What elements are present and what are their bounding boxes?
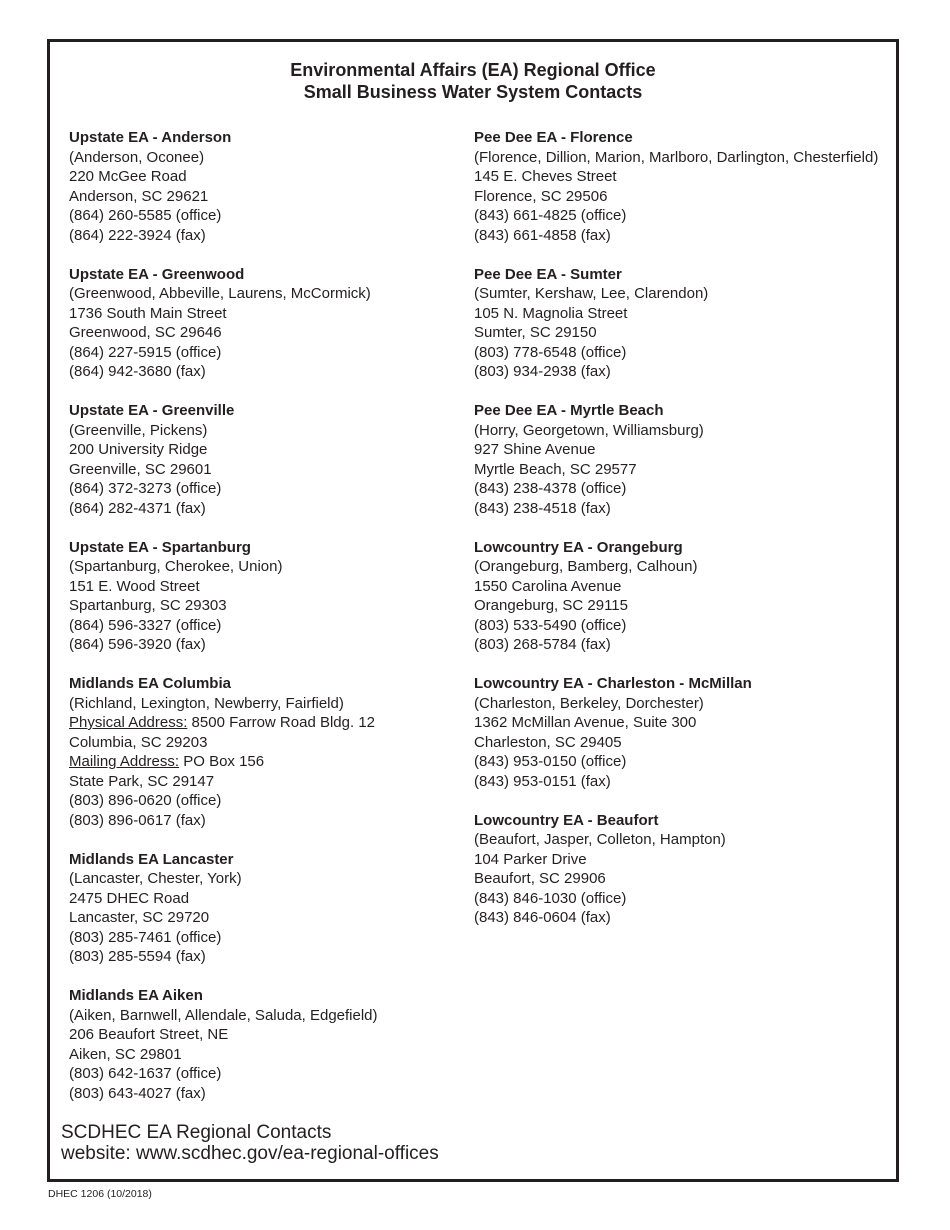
office-counties: (Spartanburg, Cherokee, Union) xyxy=(69,558,283,575)
office-city: Aiken, SC 29801 xyxy=(69,1045,182,1063)
office-beaufort xyxy=(474,811,878,928)
office-street: 1362 McMillan Avenue, Suite 300 xyxy=(474,714,697,731)
office-street: 2475 DHEC Road xyxy=(69,889,190,907)
office-street: 151 E. Wood Street xyxy=(69,577,200,595)
office-spartanburg xyxy=(69,538,378,655)
office-fax: (843) 238-4518 (fax) xyxy=(474,499,611,517)
office-fax: (843) 846-0604 (fax) xyxy=(474,909,611,926)
mailing-address-label: Mailing Address: xyxy=(69,753,180,770)
office-street: 927 Shine Avenue xyxy=(474,441,596,458)
office-phone: (864) 372-3273 (office) xyxy=(69,480,222,497)
office-street: 104 Parker Drive xyxy=(474,850,587,868)
office-counties: (Greenville, Pickens) xyxy=(69,421,208,439)
office-name: Pee Dee EA - Sumter xyxy=(474,265,622,283)
office-city: Sumter, SC 29150 xyxy=(474,324,597,341)
office-counties: (Beaufort, Jasper, Colleton, Hampton) xyxy=(474,831,726,848)
physical-address-line xyxy=(69,713,378,733)
office-city: Spartanburg, SC 29303 xyxy=(69,597,227,614)
physical-address-label: Physical Address: xyxy=(69,714,188,731)
office-city: Charleston, SC 29405 xyxy=(474,733,622,751)
office-phone: (864) 260-5585 (office) xyxy=(69,207,222,224)
office-street: 220 McGee Road xyxy=(69,168,187,185)
office-myrtle-beach xyxy=(474,401,878,518)
office-name: Midlands EA Columbia xyxy=(69,675,231,692)
office-street: 1736 South Main Street xyxy=(69,304,227,322)
mailing-address-line xyxy=(69,752,378,772)
footer-website: website: www.scdhec.gov/ea-regional-offices xyxy=(61,1143,439,1164)
office-name: Upstate EA - Greenwood xyxy=(69,265,245,283)
office-aiken xyxy=(69,986,378,1103)
office-name: Pee Dee EA - Myrtle Beach xyxy=(474,402,664,419)
office-city: Greenwood, SC 29646 xyxy=(69,324,222,341)
office-counties: (Lancaster, Chester, York) xyxy=(69,870,242,887)
office-name: Midlands EA Aiken xyxy=(69,987,203,1004)
office-city: Lancaster, SC 29720 xyxy=(69,909,210,926)
office-city: Anderson, SC 29621 xyxy=(69,187,209,205)
office-counties: (Sumter, Kershaw, Lee, Clarendon) xyxy=(474,285,709,302)
office-name: Lowcountry EA - Beaufort xyxy=(474,811,659,829)
office-name: Upstate EA - Greenville xyxy=(69,402,235,419)
office-lancaster xyxy=(69,850,378,967)
office-fax: (803) 934-2938 (fax) xyxy=(474,363,611,380)
office-greenwood xyxy=(69,265,378,382)
office-counties: (Aiken, Barnwell, Allendale, Saluda, Edgefield) xyxy=(69,1006,378,1024)
office-phone: (803) 778-6548 (office) xyxy=(474,343,627,361)
right-column xyxy=(474,128,878,947)
office-counties: (Anderson, Oconee) xyxy=(69,148,205,166)
office-phone: (864) 227-5915 (office) xyxy=(69,343,222,361)
footer xyxy=(61,1122,439,1164)
office-sumter xyxy=(474,265,878,382)
office-counties: (Florence, Dillion, Marion, Marlboro, Darlington, Chesterfield) xyxy=(474,148,879,166)
office-counties: (Charleston, Berkeley, Dorchester) xyxy=(474,694,704,712)
office-street: 145 E. Cheves Street xyxy=(474,168,617,185)
document-subtitle: Small Business Water System Contacts xyxy=(303,82,643,102)
office-name: Upstate EA - Spartanburg xyxy=(69,538,251,556)
office-city: Myrtle Beach, SC 29577 xyxy=(474,460,637,478)
office-name: Lowcountry EA - Charleston - McMillan xyxy=(474,675,752,692)
office-fax: (864) 282-4371 (fax) xyxy=(69,499,206,517)
form-code: DHEC 1206 (10/2018) xyxy=(48,1188,152,1200)
office-name: Upstate EA - Anderson xyxy=(69,129,232,146)
office-anderson xyxy=(69,128,378,245)
office-counties: (Richland, Lexington, Newberry, Fairfield) xyxy=(69,694,344,712)
footer-title: SCDHEC EA Regional Contacts xyxy=(61,1122,332,1143)
office-street: 206 Beaufort Street, NE xyxy=(69,1026,229,1043)
left-column xyxy=(69,128,378,1123)
office-counties: (Orangeburg, Bamberg, Calhoun) xyxy=(474,558,698,575)
office-greenville xyxy=(69,401,378,518)
office-street: 105 N. Magnolia Street xyxy=(474,304,628,322)
office-fax: (864) 596-3920 (fax) xyxy=(69,636,206,653)
office-counties: (Horry, Georgetown, Williamsburg) xyxy=(474,421,704,439)
office-name: Pee Dee EA - Florence xyxy=(474,129,633,146)
mailing-address-city: State Park, SC 29147 xyxy=(69,772,215,790)
office-city: Beaufort, SC 29906 xyxy=(474,870,606,887)
document-frame xyxy=(47,39,899,1182)
office-phone: (843) 846-1030 (office) xyxy=(474,889,627,907)
office-phone: (803) 642-1637 (office) xyxy=(69,1065,222,1082)
office-columbia xyxy=(69,674,378,830)
office-phone: (803) 285-7461 (office) xyxy=(69,928,222,946)
office-phone: (843) 238-4378 (office) xyxy=(474,480,627,497)
office-phone: (864) 596-3327 (office) xyxy=(69,616,222,634)
office-street: 200 University Ridge xyxy=(69,441,208,458)
office-city: Greenville, SC 29601 xyxy=(69,460,212,478)
office-fax: (843) 953-0151 (fax) xyxy=(474,772,611,790)
office-orangeburg xyxy=(474,538,878,655)
office-fax: (803) 896-0617 (fax) xyxy=(69,811,206,829)
document-title: Environmental Affairs (EA) Regional Office xyxy=(290,60,656,80)
office-florence xyxy=(474,128,878,245)
office-phone: (803) 533-5490 (office) xyxy=(474,616,627,634)
office-phone: (843) 953-0150 (office) xyxy=(474,753,627,770)
office-fax: (803) 643-4027 (fax) xyxy=(69,1084,206,1102)
office-phone: (803) 896-0620 (office) xyxy=(69,792,222,809)
physical-address-city: Columbia, SC 29203 xyxy=(69,733,208,751)
office-fax: (843) 661-4858 (fax) xyxy=(474,226,611,244)
office-fax: (803) 268-5784 (fax) xyxy=(474,636,611,653)
office-fax: (864) 222-3924 (fax) xyxy=(69,226,206,244)
office-fax: (803) 285-5594 (fax) xyxy=(69,948,206,965)
office-phone: (843) 661-4825 (office) xyxy=(474,207,627,224)
office-city: Orangeburg, SC 29115 xyxy=(474,597,628,614)
office-city: Florence, SC 29506 xyxy=(474,187,608,205)
physical-address-street: 8500 Farrow Road Bldg. 12 xyxy=(187,714,376,731)
office-charleston xyxy=(474,674,878,791)
office-fax: (864) 942-3680 (fax) xyxy=(69,363,206,380)
office-counties: (Greenwood, Abbeville, Laurens, McCormick) xyxy=(69,285,371,302)
mailing-address-street: PO Box 156 xyxy=(179,753,265,770)
office-street: 1550 Carolina Avenue xyxy=(474,577,622,595)
office-name: Lowcountry EA - Orangeburg xyxy=(474,538,683,556)
office-name: Midlands EA Lancaster xyxy=(69,850,234,868)
